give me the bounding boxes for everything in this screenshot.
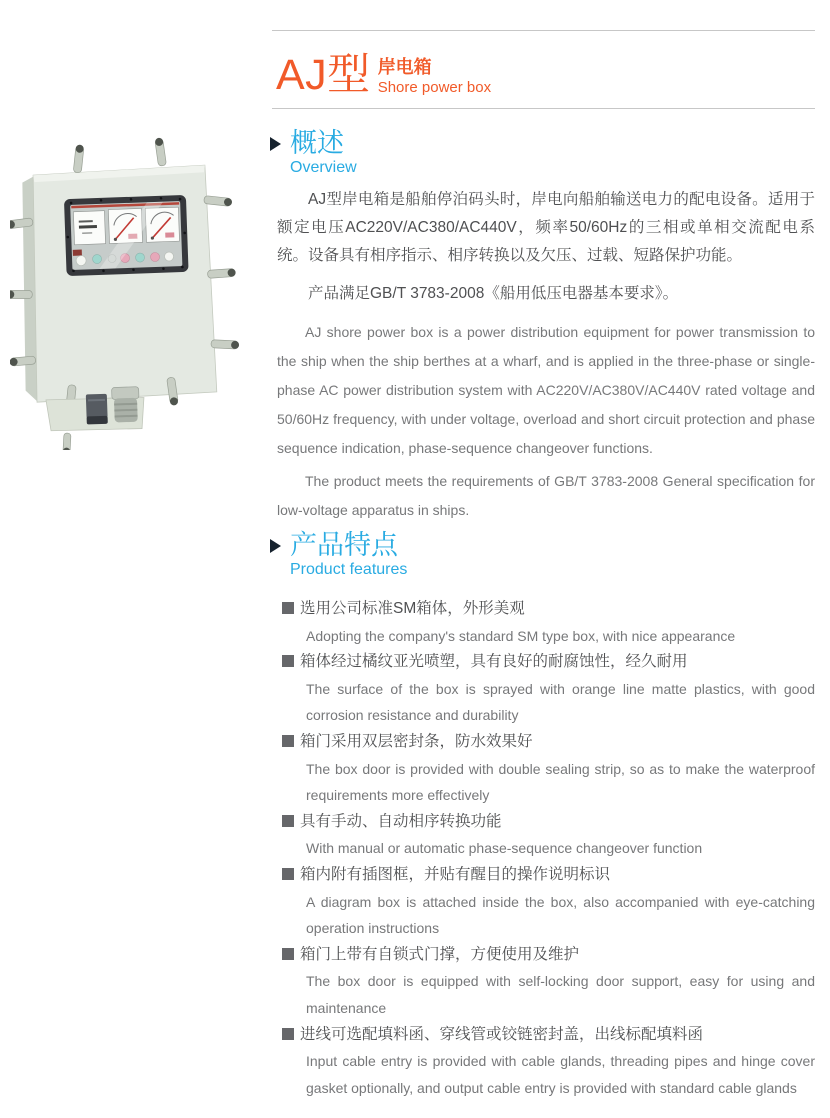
overview-paragraph-en-1: AJ shore power box is a power distribution equipment for power transmission to the ship when the ship berthes at a wharf, and is applied in the three-phase or single-phase AC power distribution system with AC220V/AC380V/AC440V rated voltage and 50/60Hz frequency, with under voltage, overload and short circuit protection and phase sequence indication, phase-sequence changeover functions. <box>277 324 815 456</box>
header-top-rule <box>272 30 815 31</box>
cable-gland-light <box>112 387 140 423</box>
section-arrow-icon <box>270 539 281 553</box>
feature-text-cn: 箱体经过橘纹亚光喷塑，具有良好的耐腐蚀性，经久耐用 <box>300 653 688 671</box>
feature-text-cn: 进线可选配填料函、穿线管或铰链密封盖，出线标配填料函 <box>300 1025 704 1043</box>
feature-list <box>272 596 815 1101</box>
bullet-square-icon <box>282 1028 294 1040</box>
feature-text-cn: 具有手动、自动相序转换功能 <box>300 812 502 830</box>
bullet-square-icon <box>282 815 294 827</box>
meter-window <box>64 195 189 276</box>
feature-item <box>272 596 815 649</box>
product-name-en: Shore power box <box>377 79 492 96</box>
header-bottom-rule <box>272 108 815 109</box>
feature-item <box>272 942 815 1022</box>
feature-text-en: The box door is provided with double sealing strip, so as to make the waterproof requirements more effectively <box>306 760 815 804</box>
feature-item <box>272 809 815 862</box>
feature-text-cn: 箱门上带有自锁式门撑，方便使用及维护 <box>300 945 580 963</box>
features-heading-en: Product features <box>290 561 408 578</box>
overview-cn-paragraphs <box>272 186 815 308</box>
overview-heading <box>272 128 815 178</box>
feature-item <box>272 862 815 942</box>
feature-text-en: Input cable entry is provided with cable glands, threading pipes and hinge cover gasket optionally, and output cable entry is provided with standard cable glands <box>306 1053 815 1096</box>
overview-heading-en: Overview <box>290 159 357 176</box>
overview-paragraph-cn-1: AJ型岸电箱是船舶停泊码头时，岸电向船舶输送电力的配电设备。适用于额定电压AC220V/AC380/AC440V，频率50/60Hz的三相或单相交流配电系统。设备具有相序指示、相序转换以及欠压、过载、短路保护功能。 <box>277 191 815 264</box>
overview-section <box>272 128 815 525</box>
feature-text-cn: 选用公司标准SM箱体，外形美观 <box>300 600 525 617</box>
feature-item <box>272 649 815 729</box>
features-heading-cn: 产品特点 <box>290 530 398 560</box>
feature-text-en: A diagram box is attached inside the box, also accompanied with eye-catching operation instructions <box>306 893 815 937</box>
bullet-square-icon <box>282 602 294 614</box>
feature-text-en: Adopting the company's standard SM type box, with nice appearance <box>306 627 736 644</box>
overview-paragraph-en-2: The product meets the requirements of GB/T 3783-2008 General specification for low-voltage apparatus in ships. <box>277 473 815 518</box>
shore-power-box-illustration <box>10 135 245 450</box>
product-name-block <box>378 57 491 97</box>
feature-text-en: With manual or automatic phase-sequence changeover function <box>306 840 703 857</box>
bullet-square-icon <box>282 868 294 880</box>
bullet-square-icon <box>282 655 294 667</box>
bullet-square-icon <box>282 735 294 747</box>
features-section <box>272 530 815 1101</box>
flange-latch <box>63 433 71 450</box>
product-photo <box>10 135 245 450</box>
bullet-square-icon <box>282 948 294 960</box>
product-model: AJ型 <box>276 51 371 99</box>
feature-item <box>272 1022 815 1102</box>
product-name-cn: 岸电箱 <box>377 57 432 77</box>
feature-text-en: The surface of the box is sprayed with orange line matte plastics, with good corrosion resistance and durability <box>306 680 815 724</box>
analog-meter-1 <box>73 211 105 245</box>
section-arrow-icon <box>270 137 281 151</box>
overview-paragraph-cn-2: 产品满足GB/T 3783-2008《船用低压电器基本要求》。 <box>308 285 679 302</box>
feature-text-en: The box door is equipped with self-locking door support, easy for using and maintenance <box>306 973 815 1016</box>
feature-text-cn: 箱内附有插图框，并贴有醒目的操作说明标识 <box>300 865 611 883</box>
feature-item <box>272 729 815 809</box>
cable-gland-dark <box>86 394 108 425</box>
feature-text-cn: 箱门采用双层密封条，防水效果好 <box>300 732 533 750</box>
features-heading <box>272 530 815 580</box>
overview-en-paragraphs <box>272 318 815 525</box>
page-header <box>276 52 491 98</box>
overview-heading-cn: 概述 <box>290 128 344 158</box>
